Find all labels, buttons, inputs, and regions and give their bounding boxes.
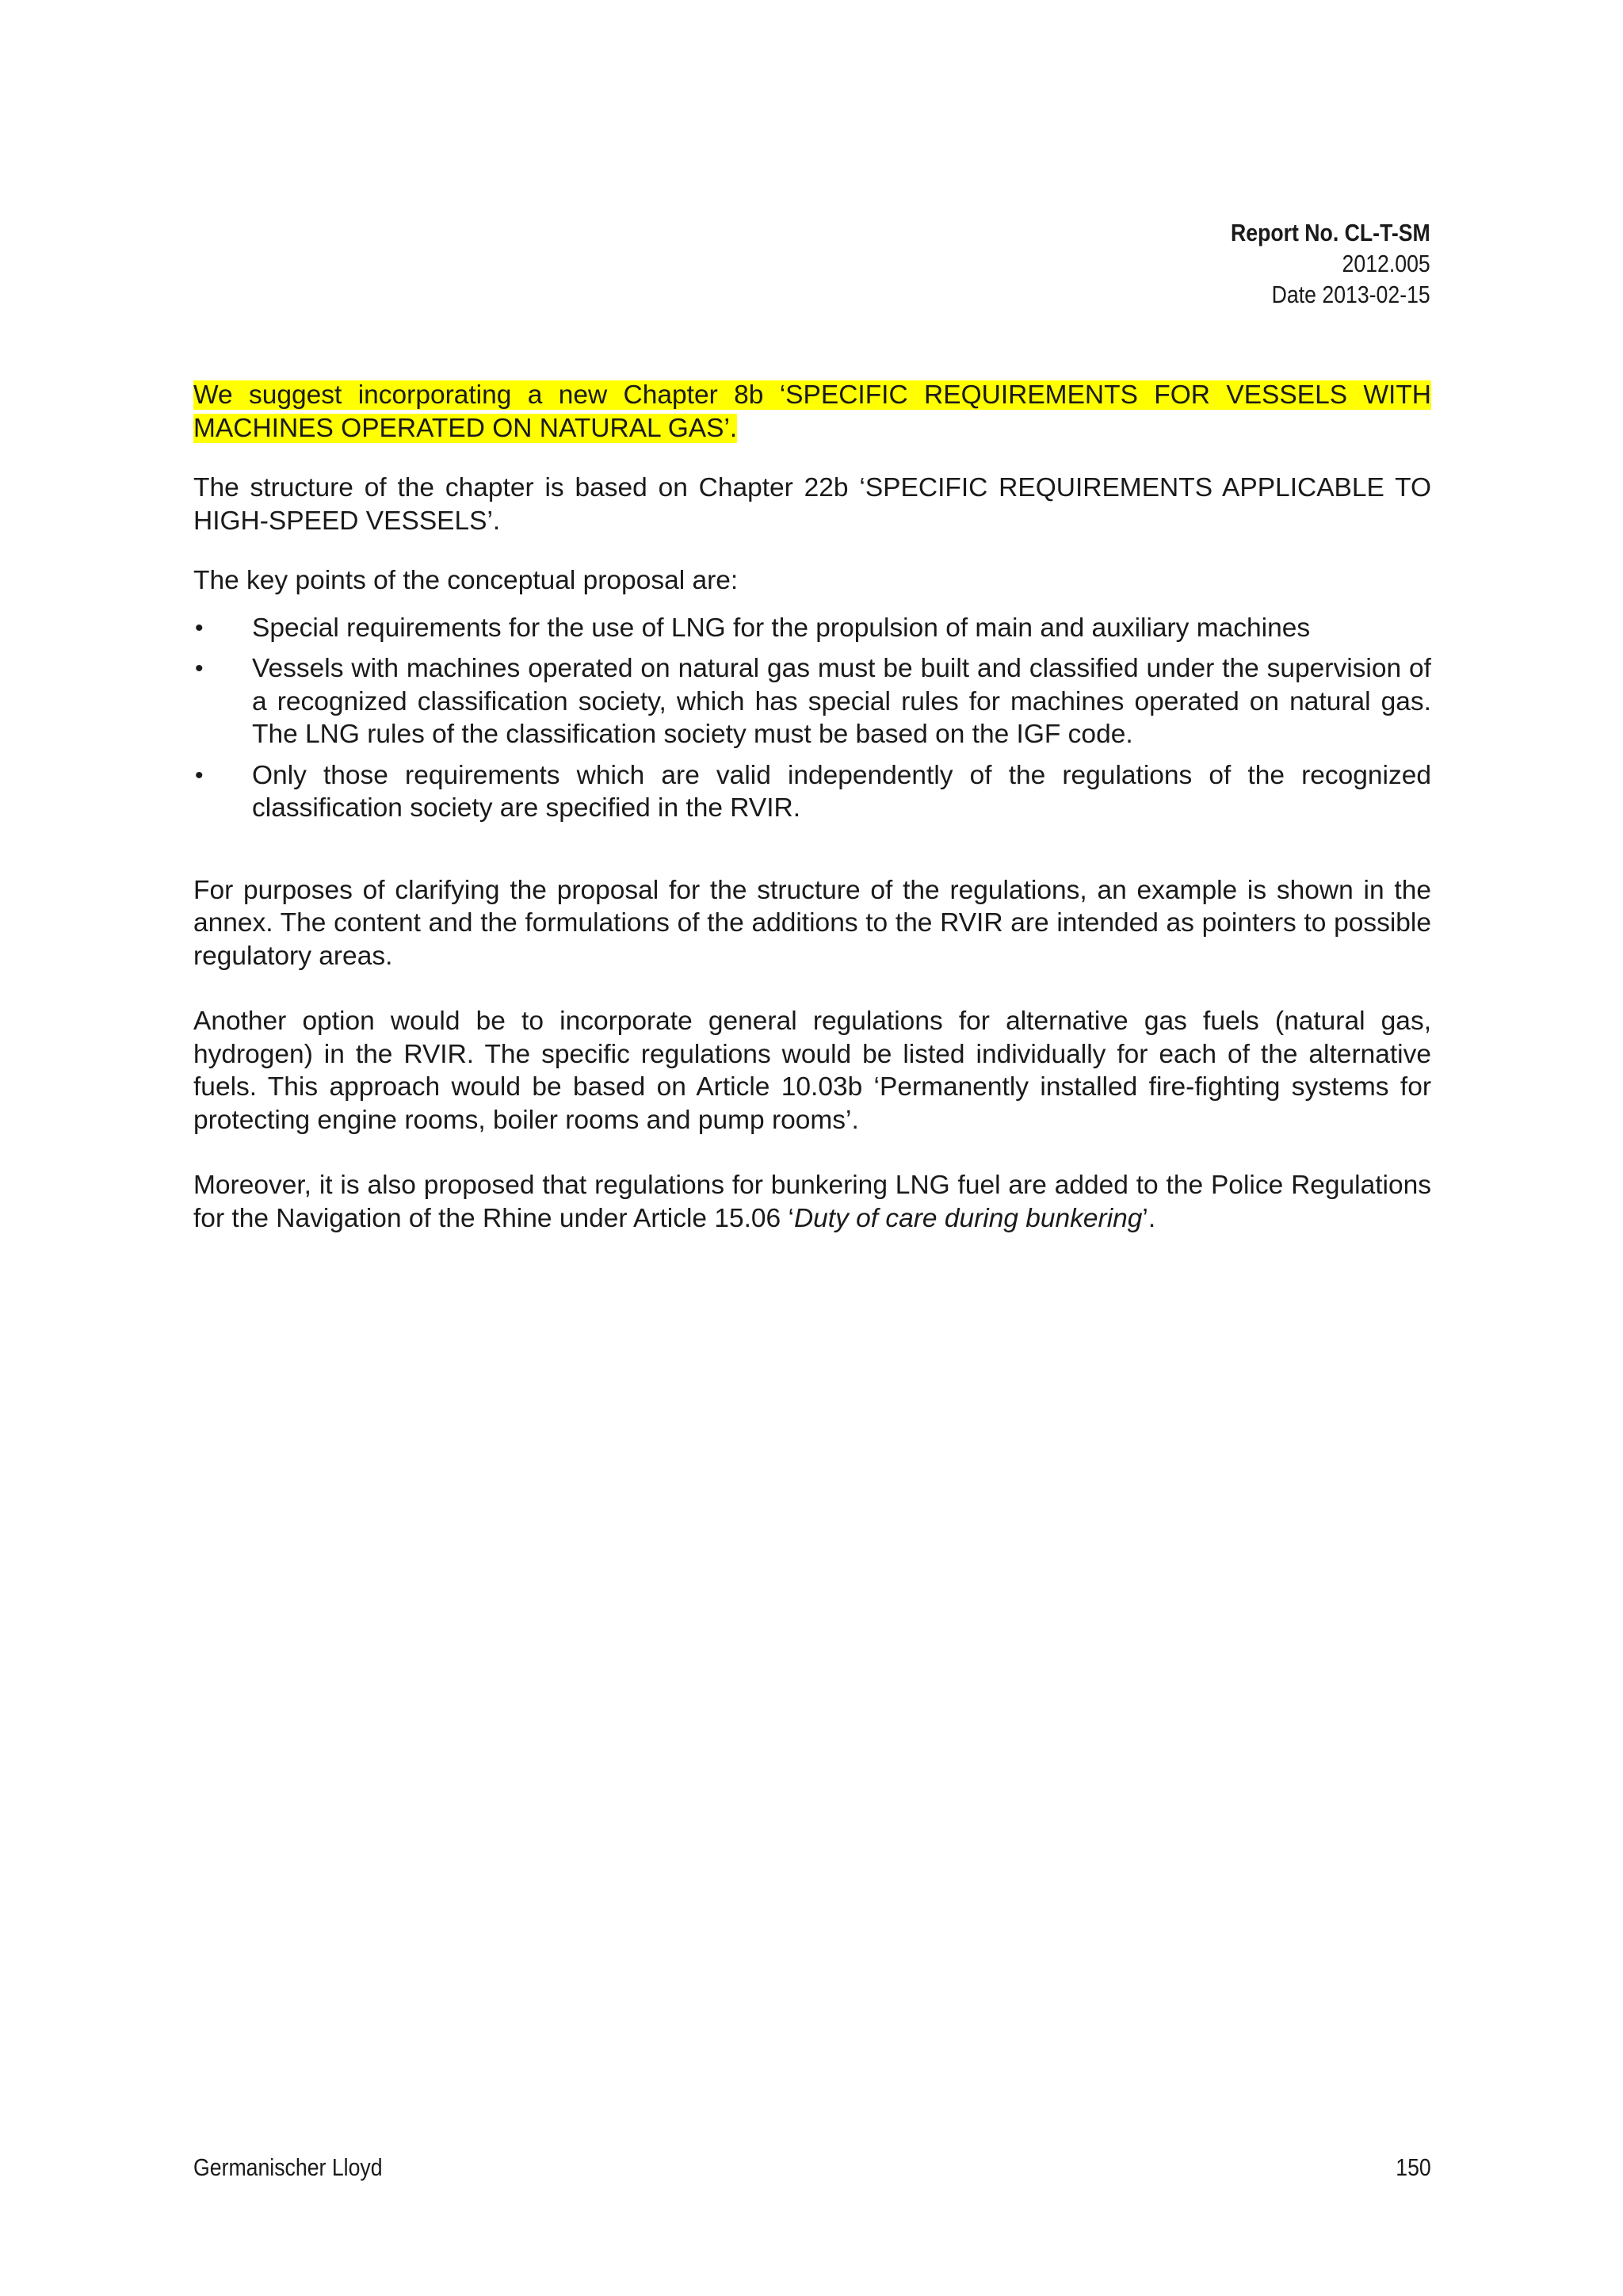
list-item [193, 759, 1431, 825]
report-number-value: 2012.005 [1342, 250, 1430, 277]
moreover-paragraph [193, 1169, 1431, 1235]
footer-company: Germanischer Lloyd [193, 2153, 383, 2181]
report-date: Date 2013-02-15 [1271, 281, 1430, 308]
page-number: 150 [1396, 2153, 1431, 2181]
list-item-text: Special requirements for the use of LNG for the propulsion of main and auxiliary machines [252, 613, 1311, 643]
moreover-text: Moreover, it is also proposed that regulations for bunkering LNG fuel are added to the Police Regulations for the Navigation of the Rhine under Article 15.06 ‘ [193, 1171, 1431, 1233]
moreover-italic-text: Duty of care during bunkering [793, 1203, 1143, 1233]
report-number-label: Report No. CL-T-SM [1231, 219, 1430, 246]
structure-paragraph: The structure of the chapter is based on Chapter 22b ‘SPECIFIC REQUIREMENTS APPLICABLE TO HIGH-SPEED VESSELS’. [193, 473, 1431, 536]
document-body [193, 379, 1431, 1235]
clarifying-paragraph: For purposes of clarifying the proposal for the structure of the regulations, an example is shown in the annex. The content and the formulations of the additions to the RVIR are intended as pointers to possible regulatory areas. [193, 875, 1431, 971]
key-points-list [193, 612, 1431, 825]
another-option-paragraph: Another option would be to incorporate general regulations for alternative gas fuels (natural gas, hydrogen) in the RVIR. The specific regulations would be listed individually for each of the alternative fuels. This approach would be based on Article 10.03b ‘Permanently installed fire-fighting systems for protecting engine rooms, boiler rooms and pump rooms’. [193, 1007, 1431, 1135]
report-header [1231, 217, 1430, 310]
list-item [193, 652, 1431, 751]
moreover-suffix: ’. [1142, 1203, 1156, 1233]
bullet-icon: • [195, 614, 204, 641]
list-item-text: Vessels with machines operated on natural gas must be built and classified under the supervision of a recognized classification society, which has special rules for machines operated on natural gas. The LNG rules of the classification society must be based on the IGF code. [252, 654, 1431, 749]
bullet-icon: • [195, 655, 204, 682]
list-item-text: Only those requirements which are valid independently of the regulations of the recognized classification society are specified in the RVIR. [252, 760, 1431, 823]
highlighted-suggestion: We suggest incorporating a new Chapter 8b ‘SPECIFIC REQUIREMENTS FOR VESSELS WITH MACHINES OPERATED ON NATURAL GAS’. [193, 380, 1431, 443]
key-points-intro: The key points of the conceptual proposal are: [193, 566, 739, 595]
bullet-icon: • [195, 762, 204, 789]
list-item [193, 612, 1431, 645]
intro-paragraph [193, 379, 1431, 445]
